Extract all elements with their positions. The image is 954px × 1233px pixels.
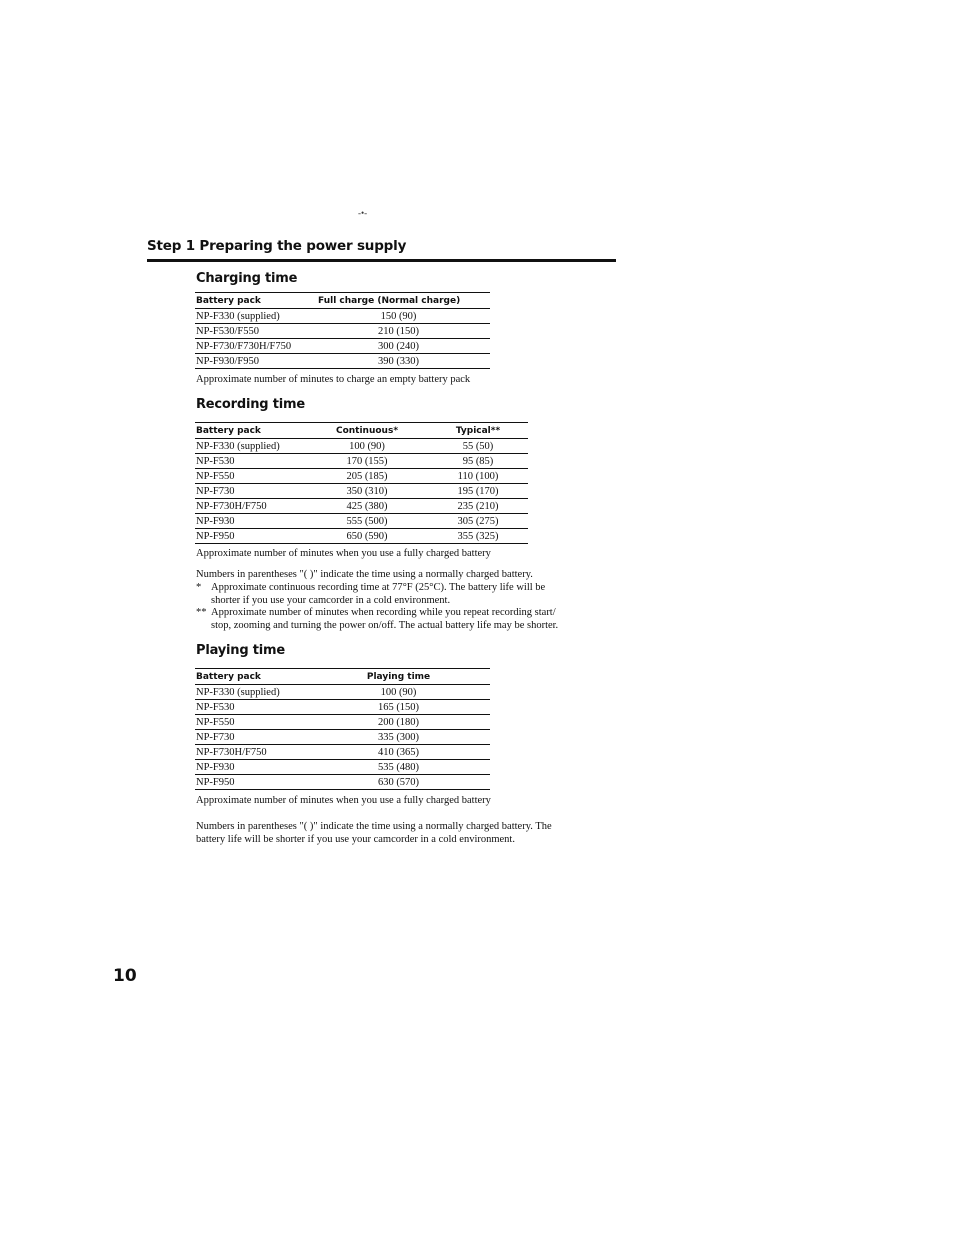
table-cell: 150 (90) xyxy=(306,309,490,324)
heading-rule xyxy=(147,259,616,262)
table-cell: 305 (275) xyxy=(427,514,528,529)
table-cell: 100 (90) xyxy=(306,439,427,454)
footnote-marker: ** xyxy=(196,607,207,618)
footnote-text: stop, zooming and turning the power on/off. The actual battery life may be shorter. xyxy=(211,620,559,631)
table-row xyxy=(195,715,490,730)
playing-note: Numbers in parentheses "( )" indicate the time using a normally charged battery. The xyxy=(196,821,552,832)
column-header: Full charge (Normal charge) xyxy=(306,293,490,309)
table-cell: NP-F330 (supplied) xyxy=(195,309,306,324)
column-header: Continuous* xyxy=(306,423,427,439)
recording-table xyxy=(195,422,528,544)
table-cell: 95 (85) xyxy=(427,454,528,469)
playing-note: battery life will be shorter if you use your camcorder in a cold environment. xyxy=(196,834,515,845)
table-row xyxy=(195,514,528,529)
table-cell: 410 (365) xyxy=(306,745,490,760)
scan-mark: -•- xyxy=(358,208,368,218)
table-row xyxy=(195,339,490,354)
table-header-row xyxy=(195,293,490,309)
table-cell: 110 (100) xyxy=(427,469,528,484)
table-row xyxy=(195,439,528,454)
table-cell: NP-F530 xyxy=(195,700,306,715)
footnote-marker: * xyxy=(196,582,202,593)
footnote-text: shorter if you use your camcorder in a cold environment. xyxy=(211,595,451,606)
table-row xyxy=(195,775,490,790)
table-row xyxy=(195,700,490,715)
table-row xyxy=(195,484,528,499)
table-cell: 195 (170) xyxy=(427,484,528,499)
table-cell: 300 (240) xyxy=(306,339,490,354)
step-heading: Step 1 Preparing the power supply xyxy=(147,238,407,254)
table-row xyxy=(195,745,490,760)
playing-caption: Approximate number of minutes when you use a fully charged battery xyxy=(196,795,491,806)
table-cell: NP-F530 xyxy=(195,454,306,469)
table-cell: 55 (50) xyxy=(427,439,528,454)
column-header: Battery pack xyxy=(195,423,306,439)
footnote-text: Approximate number of minutes when recording while you repeat recording start/ xyxy=(211,607,556,618)
table-row xyxy=(195,730,490,745)
table-cell: 355 (325) xyxy=(427,529,528,544)
table-cell: NP-F730H/F750 xyxy=(195,745,306,760)
column-header: Battery pack xyxy=(195,293,306,309)
table-cell: 390 (330) xyxy=(306,354,490,369)
charging-title: Charging time xyxy=(196,271,298,286)
table-cell: NP-F950 xyxy=(195,529,306,544)
recording-title: Recording time xyxy=(196,397,305,412)
table-cell: NP-F930/F950 xyxy=(195,354,306,369)
charging-table xyxy=(195,292,490,369)
table-cell: NP-F530/F550 xyxy=(195,324,306,339)
table-cell: 165 (150) xyxy=(306,700,490,715)
table-cell: 200 (180) xyxy=(306,715,490,730)
table-header-row xyxy=(195,423,528,439)
table-cell: 235 (210) xyxy=(427,499,528,514)
table-cell: NP-F730 xyxy=(195,730,306,745)
table-cell: 100 (90) xyxy=(306,685,490,700)
table-cell: NP-F930 xyxy=(195,760,306,775)
table-cell: NP-F730H/F750 xyxy=(195,499,306,514)
table-cell: NP-F550 xyxy=(195,469,306,484)
table-row xyxy=(195,454,528,469)
table-cell: 630 (570) xyxy=(306,775,490,790)
recording-caption: Approximate number of minutes when you use a fully charged battery xyxy=(196,548,491,559)
table-cell: NP-F330 (supplied) xyxy=(195,439,306,454)
playing-table xyxy=(195,668,490,790)
column-header: Playing time xyxy=(306,669,490,685)
table-cell: 555 (500) xyxy=(306,514,427,529)
table-cell: 650 (590) xyxy=(306,529,427,544)
footnote-text: Approximate continuous recording time at 77°F (25°C). The battery life will be xyxy=(211,582,546,593)
table-row xyxy=(195,529,528,544)
table-row xyxy=(195,309,490,324)
table-cell: NP-F550 xyxy=(195,715,306,730)
column-header: Battery pack xyxy=(195,669,306,685)
table-row xyxy=(195,685,490,700)
table-row xyxy=(195,354,490,369)
table-cell: NP-F950 xyxy=(195,775,306,790)
table-cell: 350 (310) xyxy=(306,484,427,499)
column-header: Typical** xyxy=(427,423,528,439)
table-row xyxy=(195,469,528,484)
table-cell: 210 (150) xyxy=(306,324,490,339)
table-cell: NP-F930 xyxy=(195,514,306,529)
table-row xyxy=(195,324,490,339)
table-cell: 425 (380) xyxy=(306,499,427,514)
table-cell: NP-F730 xyxy=(195,484,306,499)
table-row xyxy=(195,499,528,514)
playing-title: Playing time xyxy=(196,643,286,658)
table-cell: 170 (155) xyxy=(306,454,427,469)
table-row xyxy=(195,760,490,775)
table-cell: 205 (185) xyxy=(306,469,427,484)
page-number: 10 xyxy=(113,966,137,986)
charging-caption: Approximate number of minutes to charge an empty battery pack xyxy=(196,374,471,385)
table-cell: 535 (480) xyxy=(306,760,490,775)
table-cell: 335 (300) xyxy=(306,730,490,745)
table-cell: NP-F330 (supplied) xyxy=(195,685,306,700)
parentheses-note: Numbers in parentheses "( )" indicate the time using a normally charged battery. xyxy=(196,569,533,580)
table-cell: NP-F730/F730H/F750 xyxy=(195,339,306,354)
table-header-row xyxy=(195,669,490,685)
